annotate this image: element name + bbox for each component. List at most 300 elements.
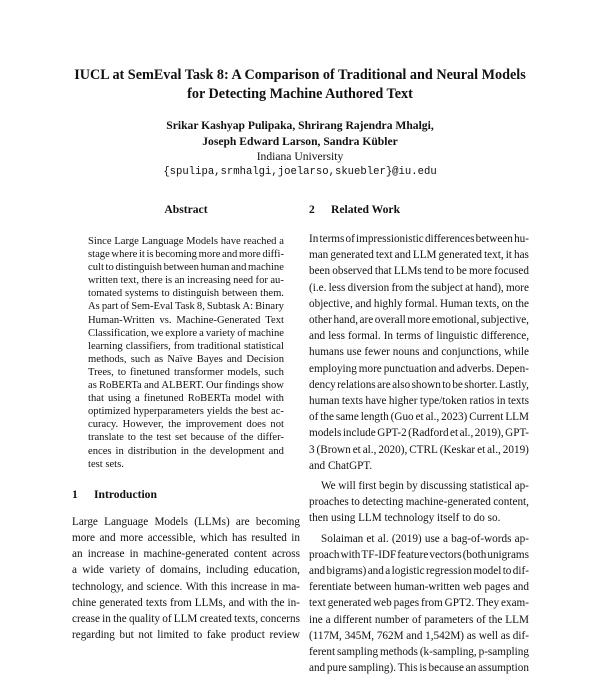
word: machine — [248, 327, 284, 339]
word: hu- — [514, 233, 529, 245]
word: shown — [411, 378, 441, 391]
word: terms — [319, 233, 345, 245]
word: reached — [243, 236, 277, 247]
word: Classification, — [88, 327, 149, 339]
word: from — [170, 596, 192, 609]
word: in — [180, 445, 189, 457]
word: have — [220, 236, 241, 247]
word: of — [412, 613, 422, 626]
word: are — [377, 378, 391, 391]
word: objective, — [309, 297, 353, 310]
text-line — [88, 327, 284, 340]
word: Lastly, — [498, 378, 529, 391]
word: the — [270, 596, 285, 609]
word: 1,542M) — [425, 629, 464, 642]
word: sampling — [337, 646, 379, 659]
word: ap- — [514, 480, 529, 493]
word: terms — [396, 330, 421, 343]
word: the — [488, 613, 503, 626]
paragraph — [309, 231, 529, 474]
word: dency — [309, 378, 336, 391]
word: it — [138, 249, 145, 261]
word: and — [226, 353, 243, 365]
left-column — [72, 202, 300, 643]
word: a — [385, 565, 391, 578]
word: (2019) — [391, 532, 422, 545]
word: GPT2. — [444, 597, 475, 610]
word: between — [354, 581, 392, 594]
text-line — [309, 531, 529, 547]
word: exam- — [501, 597, 529, 610]
word: written — [88, 275, 119, 287]
word: Human — [439, 297, 473, 310]
word: and — [406, 629, 423, 642]
word: not — [270, 419, 284, 431]
word: the — [168, 419, 182, 431]
word: LLM — [173, 612, 198, 625]
word: a — [279, 236, 284, 247]
word: employing — [309, 362, 357, 375]
word: ences — [88, 445, 112, 457]
word: tend — [423, 265, 444, 278]
word: 8, — [196, 301, 205, 313]
word: GPT-2 — [377, 427, 407, 440]
word: dif- — [512, 565, 529, 578]
word: the — [113, 612, 127, 625]
word: the — [515, 297, 529, 310]
word: ap- — [514, 532, 529, 545]
word: (Guo — [390, 411, 414, 424]
word: becoming — [155, 249, 197, 261]
word: to — [445, 265, 455, 278]
text-line — [88, 379, 284, 392]
word: proaches — [309, 496, 349, 509]
word: Decision — [246, 353, 284, 365]
word: web — [462, 581, 482, 594]
word: al., — [459, 427, 474, 440]
text-line — [88, 314, 284, 327]
word: Since — [88, 236, 112, 247]
word: of — [237, 327, 247, 339]
word: However, — [122, 419, 164, 431]
word: chine — [72, 596, 97, 609]
word: number — [374, 613, 410, 626]
text-line — [88, 261, 284, 274]
word: hand, — [333, 314, 359, 327]
related-work-heading — [309, 202, 529, 218]
word: human — [309, 395, 340, 408]
word: et — [352, 443, 361, 456]
word: subject — [431, 281, 463, 294]
text-line — [309, 231, 529, 247]
word: will — [338, 480, 356, 493]
word: for — [255, 275, 268, 287]
word: an — [72, 548, 83, 561]
word: a — [134, 393, 140, 405]
word: between — [163, 262, 199, 274]
word: distribution — [127, 445, 177, 457]
text-line — [72, 562, 300, 578]
word: conjunctions, — [441, 346, 502, 359]
word: and — [394, 249, 411, 262]
word: Task — [175, 301, 195, 313]
word: science. — [146, 580, 183, 593]
word: In — [309, 233, 319, 245]
text-line — [88, 366, 284, 379]
word: 2020), — [378, 443, 408, 456]
word: of — [145, 564, 155, 577]
word: 345M, — [344, 629, 375, 642]
word: LLM — [412, 249, 437, 262]
text-line — [88, 445, 284, 458]
word: al., — [362, 443, 377, 456]
word: and — [422, 346, 439, 359]
word: (Brown — [316, 443, 351, 456]
word: yields — [206, 406, 233, 418]
word: detecting — [362, 496, 404, 509]
word: that — [374, 265, 392, 278]
word: relations — [337, 378, 376, 391]
word: is — [419, 662, 427, 675]
word: texts, — [475, 297, 500, 310]
word: In — [383, 330, 394, 343]
word: on — [501, 297, 513, 310]
word: by — [406, 480, 418, 493]
text-line — [309, 612, 529, 628]
word: variety — [205, 327, 236, 339]
word: focused — [494, 265, 529, 278]
word: between — [475, 233, 513, 245]
word: (LLMs) — [194, 515, 230, 528]
text-line — [72, 627, 300, 643]
word: length — [360, 411, 389, 424]
word: use — [424, 532, 440, 545]
word: Language — [141, 236, 184, 247]
word: hyperparameters — [133, 406, 204, 418]
word: diffi- — [262, 249, 284, 261]
word: generated — [327, 597, 372, 610]
text-line — [309, 660, 529, 676]
word: texts — [507, 395, 529, 408]
word: ine — [309, 613, 323, 626]
word: where — [111, 249, 138, 261]
text-line — [309, 312, 529, 328]
word: adverbs. — [456, 362, 495, 375]
text-line — [309, 280, 529, 296]
text-line — [309, 328, 529, 344]
word: et — [450, 427, 459, 440]
word: statistical — [243, 340, 284, 352]
word: an — [174, 275, 185, 287]
word: from — [391, 281, 414, 294]
word: LLM — [505, 411, 529, 424]
word: show — [261, 380, 284, 392]
word: Bayes — [196, 353, 223, 365]
word: Models — [154, 515, 189, 528]
word: generated — [99, 596, 143, 609]
title-line: for Detecting Machine Authored Text — [187, 86, 413, 102]
word: to — [193, 629, 203, 642]
word: as — [88, 380, 97, 392]
word: Large — [72, 515, 98, 528]
word: have — [365, 395, 387, 408]
word: more — [469, 265, 492, 278]
word: to — [127, 432, 136, 444]
word: difference, — [481, 330, 529, 343]
word: ferentiate — [309, 581, 352, 594]
word: use — [346, 346, 362, 359]
word: becoming — [255, 515, 300, 528]
text-line — [309, 563, 529, 579]
text-line — [88, 405, 284, 418]
word: model — [473, 565, 502, 578]
word: (both — [462, 548, 487, 561]
word: the — [139, 432, 153, 444]
word: assumption — [477, 662, 529, 675]
word: differences — [424, 233, 475, 245]
word: a — [442, 532, 448, 545]
text-line: test sets. — [88, 458, 124, 470]
word: 3 — [309, 443, 315, 456]
text-line: and ChatGPT. — [309, 459, 373, 472]
word: test — [156, 432, 172, 444]
text-line — [72, 595, 300, 611]
word: distinguish — [172, 288, 220, 300]
word: cult — [88, 262, 104, 274]
word: increasing — [187, 275, 231, 287]
word: from — [173, 340, 195, 352]
word: does — [246, 419, 266, 431]
word: increase — [230, 580, 268, 593]
word: ferent — [309, 646, 336, 659]
word: to — [502, 565, 512, 578]
text-line — [309, 442, 529, 458]
word: in — [129, 548, 139, 561]
word: bag-of-words — [451, 532, 512, 545]
word: Solaiman — [321, 532, 364, 545]
right-column — [309, 202, 529, 676]
word: texts — [341, 395, 363, 408]
word: et — [366, 532, 375, 545]
text-line — [72, 530, 300, 546]
word: text — [375, 249, 393, 262]
word: curacy. — [88, 419, 119, 431]
word: text, — [120, 275, 140, 287]
word: observed — [332, 265, 373, 278]
text-line — [72, 579, 300, 595]
word: Large — [114, 236, 139, 247]
word: CTRL — [409, 443, 438, 456]
word: LLMs — [393, 265, 422, 278]
word: model — [234, 393, 262, 405]
word: there — [141, 275, 163, 287]
word: resulted — [251, 531, 287, 544]
introduction-heading — [72, 487, 300, 503]
word: with — [265, 393, 284, 405]
word: more — [120, 531, 144, 544]
word: type/token — [419, 395, 468, 408]
word: et — [415, 411, 424, 424]
word: hand), — [475, 281, 504, 294]
word: pure — [326, 662, 347, 675]
word: al., — [487, 443, 501, 456]
word: GPT- — [505, 427, 529, 440]
word: TF-IDF — [361, 548, 397, 561]
word: a — [325, 613, 331, 626]
word: and — [127, 580, 144, 593]
word: and — [355, 297, 372, 310]
word: Subtask — [206, 301, 241, 313]
word: sampling). — [348, 662, 397, 675]
word: set — [175, 432, 187, 444]
word: more — [407, 314, 431, 327]
word: and — [268, 445, 284, 457]
word: crease — [72, 612, 100, 625]
word: proach — [309, 548, 340, 561]
author-block — [40, 118, 560, 180]
word: 2023) — [441, 411, 468, 424]
word: an — [465, 662, 477, 675]
word: man — [309, 249, 329, 262]
word: product — [230, 629, 265, 642]
word: et — [477, 443, 486, 456]
word: differ- — [257, 432, 284, 444]
title-line: IUCL at SemEval Task 8: A Comparison of Traditional and Neural Models — [74, 67, 526, 83]
word: methods, — [88, 353, 127, 365]
word: wide — [82, 564, 104, 577]
word: Language — [104, 515, 149, 528]
text-line — [309, 579, 529, 595]
word: pages — [484, 581, 510, 594]
word: also — [392, 378, 411, 391]
word: more — [358, 362, 382, 375]
word: is — [146, 249, 154, 261]
word: technology, — [72, 580, 124, 593]
word: bigrams) — [326, 565, 367, 578]
word: models — [309, 427, 342, 440]
word: regarding — [72, 629, 115, 642]
word: fewer — [364, 346, 390, 359]
word: the — [320, 411, 334, 424]
section-number: 1 — [72, 487, 78, 501]
text-line — [309, 377, 529, 393]
word: (117M, — [309, 629, 342, 642]
word: 2019) — [502, 443, 529, 456]
word: less — [328, 281, 346, 294]
word: discussing — [420, 480, 468, 493]
word: distinguish — [115, 262, 162, 274]
word: it — [505, 249, 512, 262]
word: of — [345, 233, 355, 245]
word: traditional — [197, 340, 241, 352]
word: diversion — [347, 281, 390, 294]
word: (k-sampling, — [419, 646, 477, 659]
word: has — [513, 249, 529, 262]
author-emails: {spulipa,srmhalgi,joelarso,skuebler}@iu.edu — [163, 165, 437, 178]
word: domains, — [160, 564, 201, 577]
word: part — [101, 301, 119, 313]
text-line — [88, 353, 284, 366]
word: and — [231, 262, 247, 274]
word: the — [235, 406, 249, 418]
word: less — [328, 330, 345, 343]
word: Our — [206, 380, 223, 392]
word: unigrams — [487, 548, 529, 561]
word: human-written — [394, 581, 461, 594]
word: stage — [88, 249, 110, 261]
paragraph — [309, 478, 529, 527]
text-line — [72, 546, 300, 562]
word: This — [397, 662, 418, 675]
text-line — [72, 514, 300, 530]
text-line — [309, 547, 529, 563]
word: development — [209, 445, 265, 457]
word: statistical — [469, 480, 512, 493]
word: first — [358, 480, 377, 493]
word: the — [415, 281, 430, 294]
word: formal. — [348, 330, 381, 343]
word: Naïve — [167, 353, 193, 365]
word: are — [359, 314, 374, 327]
word: include — [342, 427, 376, 440]
word: been — [309, 265, 331, 278]
word: content, — [493, 496, 529, 509]
word: such — [130, 353, 151, 365]
word: in — [102, 612, 111, 625]
word: same — [335, 411, 359, 424]
word: generated — [330, 249, 374, 262]
word: other — [309, 314, 332, 327]
word: across — [271, 548, 300, 561]
word: impressionistic — [356, 233, 424, 245]
word: al. — [377, 532, 389, 545]
word: finetuned — [129, 366, 170, 378]
word: because — [428, 662, 464, 675]
word: of — [120, 301, 130, 313]
word: emotional, — [431, 314, 480, 327]
word: vs. — [159, 314, 172, 326]
text-line — [309, 247, 529, 263]
word: texts, — [234, 612, 259, 625]
word: Models — [186, 236, 218, 247]
word: machine-generated — [143, 548, 229, 561]
word: in — [115, 445, 124, 457]
word: but — [119, 629, 134, 642]
word: need — [233, 275, 254, 287]
word: Sem-Eval — [131, 301, 173, 313]
word: variety — [109, 564, 141, 577]
word: in — [291, 531, 300, 544]
word: (Radford — [408, 427, 449, 440]
word: We — [321, 480, 336, 493]
text-line — [88, 235, 284, 248]
word: A: — [242, 301, 254, 313]
text-line: then using LLM technology itself to do so. — [309, 512, 501, 525]
word: They — [476, 597, 500, 610]
word: transformer — [173, 366, 224, 378]
section-title: Introduction — [94, 487, 157, 501]
word: LLMs, — [194, 596, 226, 609]
word: in — [270, 580, 280, 593]
word: to — [161, 288, 170, 300]
word: including — [206, 564, 249, 577]
word: pages — [393, 597, 420, 610]
word: from — [421, 597, 443, 610]
word: education, — [253, 564, 300, 577]
word: while — [504, 346, 529, 359]
text-line — [72, 611, 300, 627]
word: regression — [425, 565, 472, 578]
